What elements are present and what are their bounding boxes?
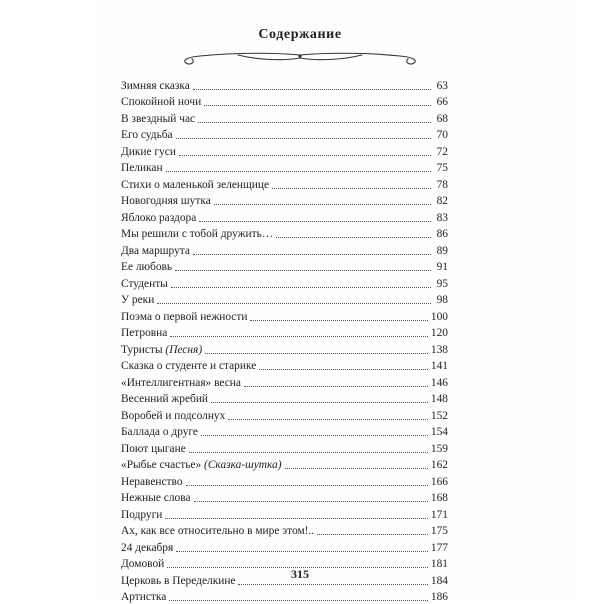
toc-entry [121, 423, 448, 440]
dot-leader [285, 468, 428, 469]
toc-entry [121, 505, 448, 522]
dot-leader [176, 138, 431, 139]
toc-entry-page: 120 [431, 326, 448, 340]
toc-entry-page: 138 [431, 343, 448, 357]
toc-entry-page: 181 [431, 557, 448, 571]
toc-entry-page: 83 [434, 211, 448, 225]
toc-entry-title: Новогодняя шутка [121, 194, 211, 208]
toc-entry-title: Мы решили с тобой дружить… [121, 227, 273, 241]
toc-entry [121, 225, 448, 242]
toc-entry-page: 186 [431, 590, 448, 604]
toc-entry [121, 126, 448, 143]
toc-entry [121, 324, 448, 341]
toc-entry-title: Нежные слова [121, 491, 191, 505]
dot-leader [157, 303, 431, 304]
toc-entry-page: 86 [434, 227, 448, 241]
toc-entry-title: Два маршрута [121, 244, 190, 258]
toc-entry [121, 241, 448, 258]
dot-leader [189, 452, 428, 453]
toc-entry [121, 456, 448, 473]
toc-entry-title: Церковь в Переделкине [121, 574, 235, 588]
toc-entry-page: 95 [434, 277, 448, 291]
dot-leader [170, 336, 428, 337]
toc-entry [121, 390, 448, 407]
toc-entry-title: Воробей и подсолнух [121, 409, 225, 423]
toc-entry-title: Яблоко раздора [121, 211, 196, 225]
toc-entry-title: 24 декабря [121, 541, 173, 555]
toc-entry-title: Студенты [121, 277, 168, 291]
toc-entry-page: 162 [431, 458, 448, 472]
toc-entry-title: Ах, как все относительно в мире этом!.. [121, 524, 314, 538]
toc-entry-page: 98 [434, 293, 448, 307]
toc-entry-title: Петровна [121, 326, 167, 340]
toc-entry-page: 63 [434, 79, 448, 93]
toc-entry-page: 148 [431, 392, 448, 406]
dot-leader [171, 287, 431, 288]
toc-entry-title: Подруги [121, 508, 162, 522]
dot-leader [169, 600, 428, 601]
toc-entry-title: Его судьба [121, 128, 173, 142]
dot-leader [238, 584, 427, 585]
toc-entry-title: Сказка о студенте и старике [121, 359, 256, 373]
toc-entry-page: 171 [431, 508, 448, 522]
toc-entry [121, 175, 448, 192]
dot-leader [204, 105, 431, 106]
toc-entry [121, 439, 448, 456]
dot-leader [179, 155, 431, 156]
toc-entry [121, 291, 448, 308]
dot-leader [175, 270, 431, 271]
dot-leader [228, 419, 428, 420]
dot-leader [193, 89, 431, 90]
table-of-contents [121, 76, 448, 604]
toc-entry-title: Стихи о маленькой зеленщице [121, 178, 269, 192]
toc-entry [121, 489, 448, 506]
dot-leader [176, 551, 428, 552]
dot-leader [276, 237, 431, 238]
toc-entry-title: Зимняя сказка [121, 79, 190, 93]
toc-entry [121, 159, 448, 176]
dot-leader [272, 188, 431, 189]
toc-entry-page: 166 [431, 475, 448, 489]
dot-leader [199, 221, 431, 222]
toc-entry [121, 93, 448, 110]
toc-entry-title: Неравенство [121, 475, 183, 489]
dot-leader [250, 320, 427, 321]
toc-entry [121, 538, 448, 555]
page-number: 315 [0, 567, 600, 582]
dot-leader [214, 204, 431, 205]
toc-entry-page: 177 [431, 541, 448, 555]
toc-entry-page: 91 [434, 260, 448, 274]
toc-entry [121, 373, 448, 390]
toc-entry [121, 472, 448, 489]
toc-entry-title: Поют цыгане [121, 442, 186, 456]
toc-entry [121, 522, 448, 539]
toc-entry [121, 258, 448, 275]
toc-entry [121, 142, 448, 159]
toc-entry-title: В звездный час [121, 112, 195, 126]
toc-entry [121, 76, 448, 93]
toc-entry-page: 141 [431, 359, 448, 373]
toc-entry [121, 406, 448, 423]
dot-leader [205, 353, 428, 354]
toc-entry-title: Артистка [121, 590, 166, 604]
toc-entry-title: Поэма о первой нежности [121, 310, 247, 324]
toc-entry [121, 208, 448, 225]
toc-entry-title: Весенний жребий [121, 392, 208, 406]
dot-leader [198, 122, 431, 123]
toc-entry [121, 109, 448, 126]
page-title: Содержание [0, 27, 600, 43]
toc-entry-title: Ее любовь [121, 260, 172, 274]
toc-entry-page: 68 [434, 112, 448, 126]
toc-entry-title: Туристы (Песня) [121, 343, 202, 357]
toc-entry-page: 152 [431, 409, 448, 423]
toc-entry-page: 175 [431, 524, 448, 538]
dot-leader [317, 534, 428, 535]
flourish-ornament-icon [178, 46, 422, 70]
toc-entry [121, 192, 448, 209]
toc-entry-page: 146 [431, 376, 448, 390]
dot-leader [166, 171, 431, 172]
toc-entry-title: «Рыбье счастье» (Сказка-шутка) [121, 458, 282, 472]
dot-leader [259, 369, 428, 370]
toc-entry-title: Пеликан [121, 161, 163, 175]
toc-entry [121, 274, 448, 291]
dot-leader [201, 435, 428, 436]
toc-entry-page: 82 [434, 194, 448, 208]
toc-entry-page: 78 [434, 178, 448, 192]
toc-entry-page: 75 [434, 161, 448, 175]
toc-entry-title: Домовой [121, 557, 164, 571]
toc-entry-page: 100 [431, 310, 448, 324]
toc-entry [121, 357, 448, 374]
toc-entry [121, 307, 448, 324]
toc-entry-title: Спокойной ночи [121, 95, 201, 109]
dot-leader [244, 386, 428, 387]
toc-entry-page: 72 [434, 145, 448, 159]
toc-entry-page: 159 [431, 442, 448, 456]
dot-leader [186, 485, 428, 486]
toc-entry-page: 184 [431, 574, 448, 588]
toc-entry-page: 70 [434, 128, 448, 142]
toc-entry-page: 89 [434, 244, 448, 258]
toc-entry-title: У реки [121, 293, 154, 307]
toc-entry-title: Баллада о друге [121, 425, 198, 439]
dot-leader [194, 501, 428, 502]
toc-entry [121, 340, 448, 357]
dot-leader [193, 254, 431, 255]
toc-entry-page: 66 [434, 95, 448, 109]
toc-entry-title: Дикие гуси [121, 145, 176, 159]
toc-entry-page: 154 [431, 425, 448, 439]
toc-entry-title: «Интеллигентная» весна [121, 376, 241, 390]
toc-entry-page: 168 [431, 491, 448, 505]
dot-leader [211, 402, 428, 403]
dot-leader [165, 518, 428, 519]
toc-entry [121, 588, 448, 604]
